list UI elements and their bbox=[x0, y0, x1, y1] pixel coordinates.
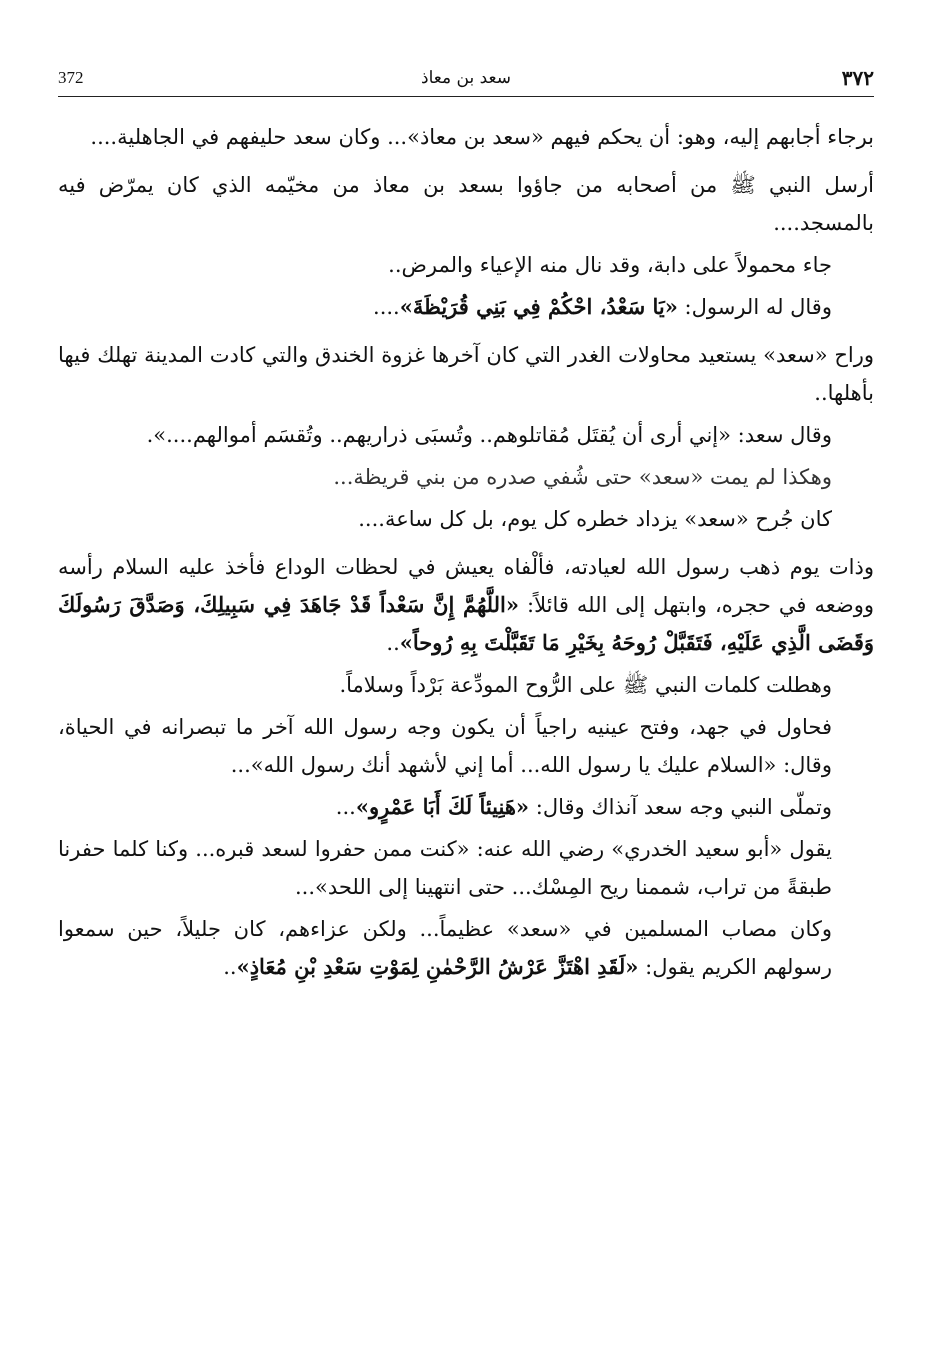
paragraph-12-lead: وتملّى النبي وجه سعد آنذاك وقال: bbox=[529, 795, 832, 819]
prophet-quote-throne: «لَقَدِ اهْتَزَّ عَرْشُ الرَّحْمٰنِ لِمَوْتِ سَعْدِ بْنِ مُعَاذٍ» bbox=[236, 954, 639, 979]
page-number-arabic: ٣٧٢ bbox=[841, 66, 874, 90]
paragraph-13: يقول «أبو سعيد الخدري» رضي الله عنه: «كنت ممن حفروا لسعد قبره... وكنا كلما حفرنا طبقةً من تراب، شممنا ريح المِسْك... حتى انتهينا إلى اللحد»... bbox=[58, 837, 832, 899]
paragraph-14 bbox=[58, 910, 874, 986]
page-header bbox=[58, 66, 874, 97]
paragraph-10: وهطلت كلمات النبي ﷺ على الرُّوح المودِّعة بَرْداً وسلاماً. bbox=[339, 673, 832, 697]
prophet-quote-judge: «يَا سَعْدُ، احْكُمْ فِي بَنِي قُرَيْظَةَ» bbox=[399, 294, 678, 319]
prophet-prayer-quote: «اللَّهُمَّ إِنَّ سَعْداً قَدْ جَاهَدَ فِي سَبِيلِكَ، وَصَدَّقَ رَسُولَكَ وَقَضَى الَّذِي عَلَيْهِ، فَتَقَبَّلْ رُوحَهُ بِخَيْرِ مَا تَقَبَّلْتَ بِهِ رُوحاً» bbox=[58, 592, 874, 655]
paragraph-4 bbox=[58, 288, 874, 326]
running-title: سعد بن معاذ bbox=[421, 68, 511, 88]
paragraph-9-lead: وذات يوم ذهب رسول الله لعيادته، فألْفاه يعيش في لحظات الوداع فأخذ عليه السلام رأسه ووضعه في حجره، وابتهل إلى الله قائلاً: bbox=[58, 555, 874, 617]
paragraph-12-tail: ... bbox=[335, 795, 356, 819]
paragraph-8: كان جُرح «سعد» يزداد خطره كل يوم، بل كل ساعة.... bbox=[358, 507, 832, 531]
paragraph-7: وهكذا لم يمت «سعد» حتى شُفي صدره من بني قريظة... bbox=[333, 465, 832, 489]
paragraph-6: وقال سعد: «إني أرى أن يُقتَل مُقاتلوهم.. وتُسبَى ذراريهم.. وتُقسَم أموالهم....». bbox=[146, 423, 832, 447]
paragraph-5: وراح «سعد» يستعيد محاولات الغدر التي كان آخرها غزوة الخندق والتي كادت المدينة تهلك فيها بأهلها.. bbox=[58, 343, 874, 405]
prophet-quote-congrats: «هَنِيئاً لَكَ أَبَا عَمْرٍو» bbox=[355, 794, 530, 819]
paragraph-3: جاء محمولاً على دابة، وقد نال منه الإعياء والمرض.. bbox=[388, 253, 832, 277]
paragraph-9 bbox=[58, 548, 874, 662]
paragraph-9-tail: .. bbox=[386, 631, 400, 655]
paragraph-1: برجاء أجابهم إليه، وهو: أن يحكم فيهم «سعد بن معاذ»... وكان سعد حليفهم في الجاهلية.... bbox=[90, 125, 874, 149]
page-number-latin: 372 bbox=[58, 68, 84, 87]
paragraph-14-tail: .. bbox=[223, 955, 237, 979]
text-body bbox=[58, 118, 874, 986]
paragraph-14-lead: وكان مصاب المسلمين في «سعد» عظيماً... ولكن عزاءهم، كان جليلاً، حين سمعوا رسولهم الكريم يقول: bbox=[58, 917, 832, 979]
paragraph-12 bbox=[58, 788, 874, 826]
paragraph-11: فحاول في جهد، وفتح عينيه راجياً أن يكون وجه رسول الله آخر ما تبصرانه في الحياة، وقال: «السلام عليك يا رسول الله... أما إني لأشهد أنك رسول الله»... bbox=[58, 715, 832, 777]
paragraph-4-tail: .... bbox=[373, 295, 400, 319]
paragraph-2: أرسل النبي ﷺ من أصحابه من جاؤوا بسعد بن معاذ من مخيّمه الذي كان يمرّض فيه بالمسجد.... bbox=[58, 173, 874, 235]
paragraph-4-lead: وقال له الرسول: bbox=[677, 295, 832, 319]
